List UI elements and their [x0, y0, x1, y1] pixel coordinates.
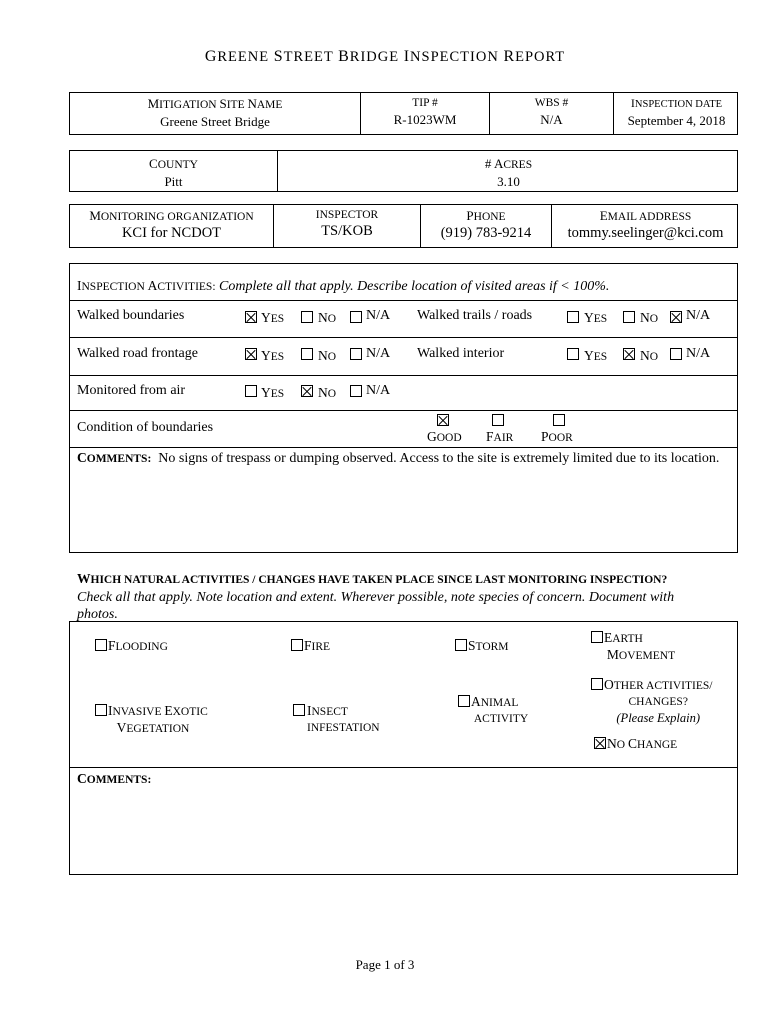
walked-boundaries-no-checkbox[interactable] — [301, 311, 313, 323]
invasive-vegetation-label: INVASIVE EXOTIC VEGETATION — [108, 703, 208, 735]
inspection-instructions: Complete all that apply. Describe location of visited areas if < 100%. — [219, 279, 610, 294]
site-name-cell — [70, 93, 360, 134]
site-info-row — [69, 92, 738, 135]
yes-label: YES — [261, 310, 285, 325]
wbs-cell — [489, 93, 613, 134]
walked-road-frontage-na-checkbox[interactable] — [350, 348, 362, 360]
no-label: NO — [640, 310, 659, 325]
email-value[interactable]: tommy.seelinger@kci.com — [567, 225, 724, 241]
condition-good-checkbox[interactable] — [437, 414, 449, 426]
row-walked-road-frontage — [70, 338, 737, 376]
row-condition — [70, 411, 737, 448]
condition-label: Condition of boundaries — [77, 420, 214, 435]
wbs-value[interactable]: N/A — [540, 112, 563, 127]
wbs-label: WBS # — [534, 97, 569, 109]
inspector-value[interactable]: TS/KOB — [321, 223, 373, 239]
walked-road-frontage-yes-checkbox[interactable] — [245, 348, 257, 360]
good-label: GOOD — [427, 429, 462, 444]
inspection-comments-text: No signs of trespass or dumping observed. Access to the site is extremely limited due to its location. — [158, 451, 720, 466]
fire-label: FIRE — [304, 638, 331, 653]
no-label: NO — [318, 385, 337, 400]
na-label: N/A — [686, 308, 711, 323]
org-value[interactable]: KCI for NCDOT — [121, 225, 222, 241]
tip-label: TIP # — [412, 97, 438, 109]
invasive-vegetation-checkbox[interactable] — [95, 704, 107, 716]
walked-interior-na-checkbox[interactable] — [670, 348, 682, 360]
tip-value[interactable]: R-1023WM — [393, 112, 457, 127]
county-cell — [70, 151, 277, 191]
condition-poor-checkbox[interactable] — [553, 414, 565, 426]
acres-label: # ACRES — [484, 156, 533, 171]
fair-label: FAIR — [486, 429, 514, 444]
walked-interior-no-checkbox[interactable] — [623, 348, 635, 360]
walked-trails-yes-checkbox[interactable] — [567, 311, 579, 323]
yes-label: YES — [261, 385, 285, 400]
flooding-checkbox[interactable] — [95, 639, 107, 651]
animal-activity-label: ANIMAL ACTIVITY — [471, 694, 529, 725]
walked-trails-no-checkbox[interactable] — [623, 311, 635, 323]
monitored-air-na-checkbox[interactable] — [350, 385, 362, 397]
condition-fair-checkbox[interactable] — [492, 414, 504, 426]
inspector-cell — [273, 205, 420, 247]
no-label: NO — [318, 310, 337, 325]
yes-label: YES — [584, 310, 608, 325]
insect-infestation-label: INSECT INFESTATION — [307, 703, 380, 734]
na-label: N/A — [366, 346, 391, 361]
insect-infestation-checkbox[interactable] — [293, 704, 305, 716]
phone-value[interactable]: (919) 783-9214 — [440, 225, 532, 241]
row-walked-boundaries — [70, 301, 737, 338]
monitoring-row — [69, 204, 738, 248]
no-label: NO — [318, 348, 337, 363]
walked-boundaries-label: Walked boundaries — [77, 308, 185, 323]
page-number: Page 1 of 3 — [355, 957, 415, 972]
county-value[interactable]: Pitt — [164, 174, 183, 189]
flooding-label: FLOODING — [108, 638, 168, 653]
org-label: MONITORING ORGANIZATION — [89, 208, 254, 223]
inspection-activities-section — [69, 263, 738, 553]
na-label: N/A — [686, 346, 711, 361]
date-value[interactable]: September 4, 2018 — [627, 113, 726, 128]
row-monitored-air — [70, 376, 737, 411]
site-name-value[interactable]: Greene Street Bridge — [160, 114, 270, 129]
county-label: COUNTY — [149, 156, 198, 171]
county-row — [69, 150, 738, 192]
date-label: INSPECTION DATE — [630, 96, 723, 110]
no-label: NO — [640, 348, 659, 363]
walked-interior-yes-checkbox[interactable] — [567, 348, 579, 360]
walked-trails-label: Walked trails / roads — [417, 308, 533, 323]
walked-boundaries-na-checkbox[interactable] — [350, 311, 362, 323]
yes-label: YES — [584, 348, 608, 363]
acres-value[interactable]: 3.10 — [497, 174, 520, 189]
fire-checkbox[interactable] — [291, 639, 303, 651]
no-change-label: NO CHANGE — [607, 736, 678, 751]
natural-activities-section — [69, 621, 738, 875]
report-title: GREENE STREET BRIDGE INSPECTION REPORT — [204, 48, 566, 65]
acres-cell — [277, 151, 739, 191]
phone-cell — [420, 205, 551, 247]
site-name-label: MITIGATION SITE NAME — [147, 96, 283, 111]
tip-cell — [360, 93, 489, 134]
inspection-heading: INSPECTION ACTIVITIES: Complete all that apply. Describe location of visited areas if < 100%. — [77, 278, 610, 294]
earth-movement-label: EARTH MOVEMENT — [604, 630, 676, 662]
phone-label: PHONE — [466, 208, 506, 223]
walked-boundaries-yes-checkbox[interactable] — [245, 311, 257, 323]
no-change-checkbox[interactable] — [594, 737, 606, 749]
walked-road-frontage-label: Walked road frontage — [77, 346, 198, 361]
storm-checkbox[interactable] — [455, 639, 467, 651]
walked-trails-na-checkbox[interactable] — [670, 311, 682, 323]
email-label: EMAIL ADDRESS — [599, 208, 692, 223]
walked-road-frontage-no-checkbox[interactable] — [301, 348, 313, 360]
date-cell — [613, 93, 739, 134]
other-activities-label: OTHER ACTIVITIES/ CHANGES? (Please Explain) — [604, 677, 713, 725]
earth-movement-checkbox[interactable] — [591, 631, 603, 643]
poor-label: POOR — [541, 429, 573, 444]
storm-label: STORM — [468, 638, 509, 653]
na-label: N/A — [366, 383, 391, 398]
natural-activities-heading: WHICH NATURAL ACTIVITIES / CHANGES HAVE TAKEN PLACE SINCE LAST MONITORING INSPECTION? Check all that apply. Note location and extent. Wherever possible, note species of concern. Document with photos. — [77, 571, 675, 622]
org-cell — [70, 205, 273, 247]
inspector-label: INSPECTOR — [315, 209, 379, 221]
monitored-air-yes-checkbox[interactable] — [245, 385, 257, 397]
email-cell — [551, 205, 739, 247]
natural-activities-options — [70, 622, 737, 768]
walked-interior-label: Walked interior — [417, 346, 505, 361]
inspection-heading-row — [70, 264, 737, 301]
monitored-air-label: Monitored from air — [77, 383, 186, 398]
monitored-air-no-checkbox[interactable] — [301, 385, 313, 397]
natural-activities-instructions: Check all that apply. Note location and extent. Wherever possible, note species of concern. Document with photos. — [77, 590, 675, 622]
animal-activity-checkbox[interactable] — [458, 695, 470, 707]
other-activities-checkbox[interactable] — [591, 678, 603, 690]
inspection-comments[interactable]: COMMENTS: No signs of trespass or dumping observed. Access to the site is extremely limited due to its location. — [77, 450, 720, 466]
natural-comments-label[interactable]: COMMENTS: — [77, 771, 152, 786]
na-label: N/A — [366, 308, 391, 323]
yes-label: YES — [261, 348, 285, 363]
